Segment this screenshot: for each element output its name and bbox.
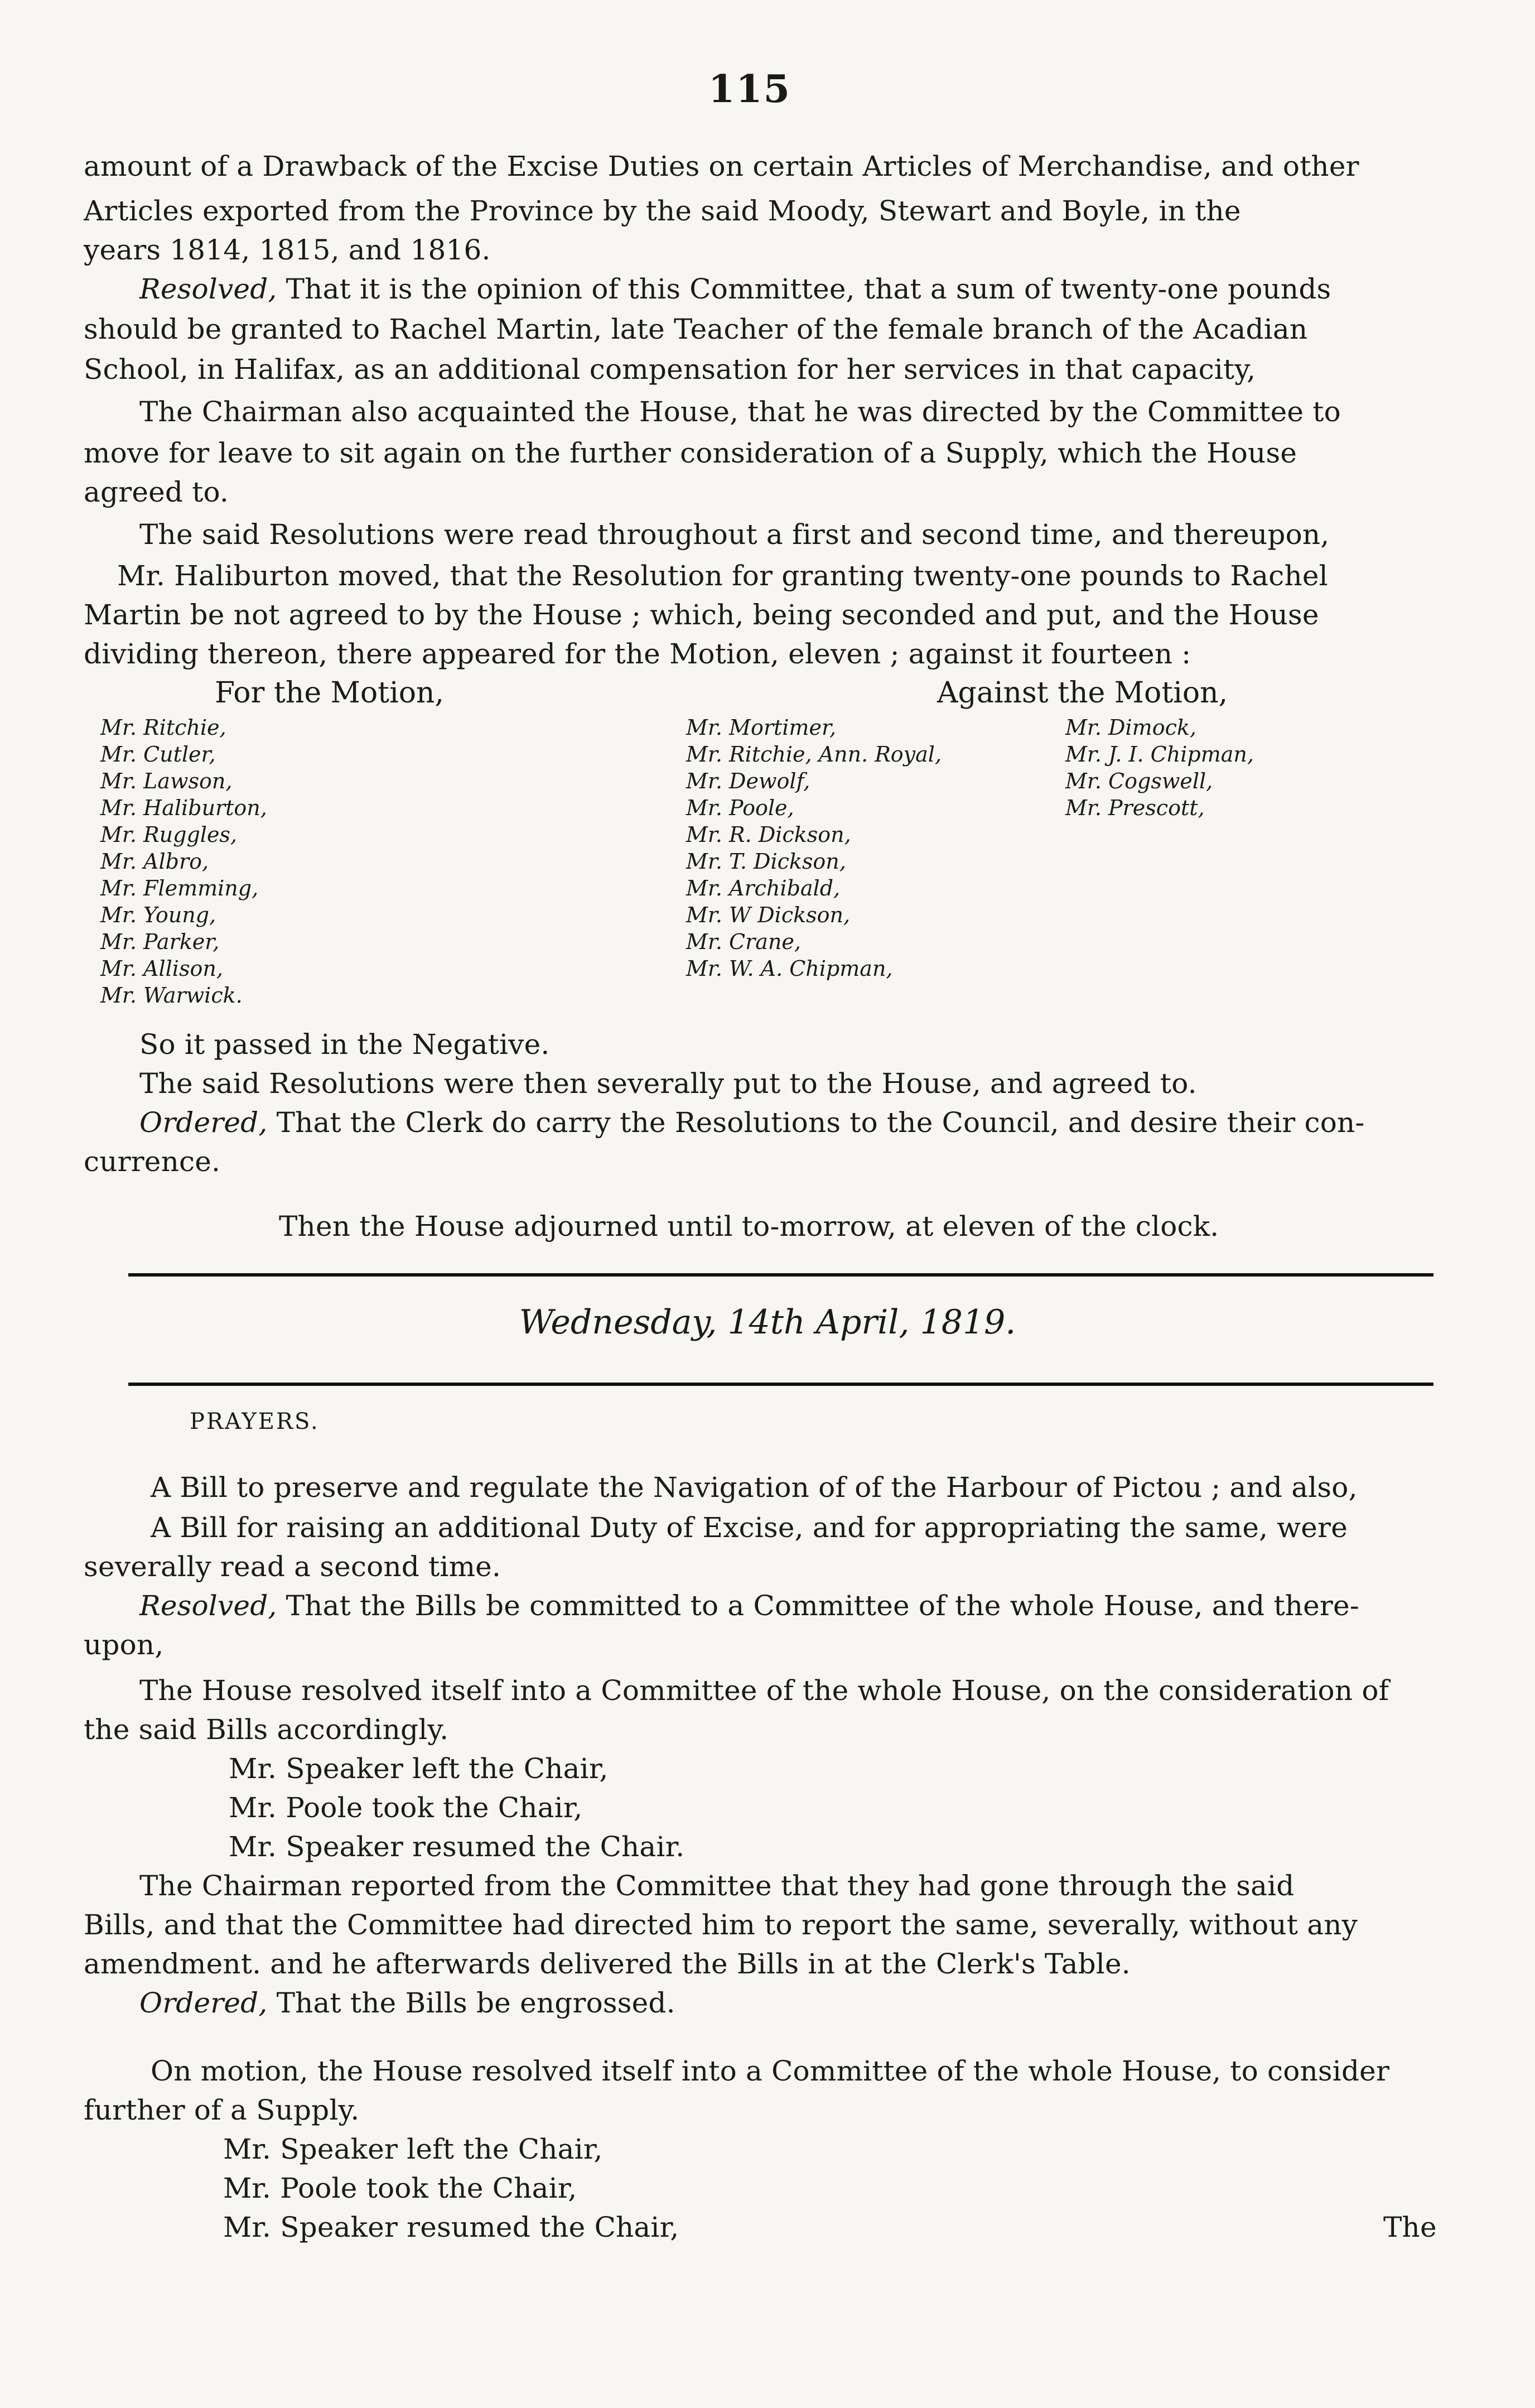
chair-line: Mr. Speaker left the Chair, (229, 1752, 609, 1785)
page-number: 115 (708, 67, 791, 112)
member-name: Mr. W Dickson, (686, 903, 851, 927)
member-name: Mr. Haliburton, (100, 796, 267, 820)
prayers-heading: PRAYERS. (190, 1409, 320, 1434)
ordered-paragraph (139, 1106, 1365, 1139)
text-line: upon, (84, 1629, 164, 1661)
text-line: The Chairman reported from the Committee that they had gone through the said (139, 1870, 1295, 1902)
text-line: Bills, and that the Committee had directed him to report the same, severally, without any (84, 1909, 1358, 1941)
text-line: severally read a second time. (84, 1550, 501, 1583)
ordered-label: Ordered, (139, 1987, 268, 2019)
ordered-text: That the Clerk do carry the Resolutions to the Council, and desire their con- (267, 1106, 1365, 1139)
chair-line: Mr. Speaker left the Chair, (223, 2133, 603, 2165)
text-line: The House resolved itself into a Committee of the whole House, on the consideration of (139, 1674, 1389, 1707)
ordered-label: Ordered, (139, 1106, 268, 1139)
resolved-label: Resolved, (139, 273, 277, 305)
member-name: Mr. Parker, (100, 930, 220, 954)
text-line: years 1814, 1815, and 1816. (84, 234, 491, 266)
text-line: On motion, the House resolved itself into a Committee of the whole House, to consider (151, 2055, 1390, 2087)
member-name: Mr. Ritchie, (100, 715, 226, 740)
text-line: The said Resolutions were read throughout a first and second time, and thereupon, (139, 518, 1330, 551)
text-line: agreed to. (84, 476, 229, 508)
member-name: Mr. T. Dickson, (686, 849, 846, 874)
member-name: Mr. Cogswell, (1065, 769, 1213, 793)
text-line: amount of a Drawback of the Excise Duties on certain Articles of Merchandise, and other (84, 150, 1359, 182)
text-line: Mr. Haliburton moved, that the Resolution for granting twenty-one pounds to Rachel (117, 560, 1328, 592)
chair-line: Mr. Poole took the Chair, (229, 1791, 583, 1824)
text-line: dividing thereon, there appeared for the Motion, eleven ; against it fourteen : (84, 638, 1191, 670)
chair-line: Mr. Speaker resumed the Chair. (229, 1831, 685, 1863)
text-line: move for leave to sit again on the further consideration of a Supply, which the House (84, 437, 1297, 469)
member-name: Mr. R. Dickson, (686, 822, 851, 847)
text-line: So it passed in the Negative. (139, 1028, 550, 1061)
member-name: Mr. Mortimer, (686, 715, 837, 740)
ordered-text: That the Bills be engrossed. (267, 1987, 675, 2019)
member-name: Mr. Prescott, (1065, 796, 1205, 820)
text-line: School, in Halifax, as an additional compensation for her services in that capacity, (84, 353, 1256, 386)
member-name: Mr. Cutler, (100, 742, 216, 767)
text-line: should be granted to Rachel Martin, late Teacher of the female branch of the Acadian (84, 313, 1308, 345)
text-line: The said Resolutions were then severally put to the House, and agreed to. (139, 1067, 1197, 1100)
member-name: Mr. Ritchie, Ann. Royal, (686, 742, 942, 767)
against-motion-heading: Against the Motion, (937, 676, 1228, 710)
member-name: Mr. Warwick. (100, 983, 243, 1008)
member-name: Mr. Crane, (686, 930, 801, 954)
catchword: The (1383, 2211, 1437, 2243)
resolved-text: That it is the opinion of this Committee, that a sum of twenty-one pounds (277, 273, 1331, 305)
resolved-paragraph (139, 1589, 1359, 1622)
member-name: Mr. Allison, (100, 956, 223, 981)
text-line: The Chairman also acquainted the House, that he was directed by the Committee to (139, 396, 1341, 428)
member-name: Mr. Dewolf, (686, 769, 810, 793)
ordered-paragraph (139, 1986, 675, 2020)
text-line: A Bill to preserve and regulate the Navigation of of the Harbour of Pictou ; and also, (151, 1471, 1358, 1504)
top-rule (128, 1273, 1433, 1277)
member-name: Mr. Ruggles, (100, 822, 238, 847)
member-name: Mr. Flemming, (100, 876, 259, 900)
text-line: currence. (84, 1145, 221, 1178)
chair-line: Mr. Poole took the Chair, (223, 2172, 577, 2204)
resolved-paragraph (139, 272, 1331, 306)
for-motion-heading: For the Motion, (215, 676, 445, 710)
member-name: Mr. Young, (100, 903, 216, 927)
chair-line: Mr. Speaker resumed the Chair, (223, 2211, 679, 2243)
text-line: Martin be not agreed to by the House ; which, being seconded and put, and the House (84, 599, 1319, 631)
adjournment-line: Then the House adjourned until to-morrow, at eleven of the clock. (279, 1210, 1219, 1242)
member-name: Mr. Poole, (686, 796, 794, 820)
member-name: Mr. W. A. Chipman, (686, 956, 893, 981)
member-name: Mr. Dimock, (1065, 715, 1196, 740)
member-name: Mr. Albro, (100, 849, 209, 874)
text-line: amendment. and he afterwards delivered the Bills in at the Clerk's Table. (84, 1948, 1131, 1980)
resolved-text: That the Bills be committed to a Committee of the whole House, and there- (277, 1590, 1359, 1622)
text-line: Articles exported from the Province by the said Moody, Stewart and Boyle, in the (84, 195, 1241, 227)
resolved-label: Resolved, (139, 1590, 277, 1622)
member-name: Mr. Archibald, (686, 876, 841, 900)
text-line: further of a Supply. (84, 2094, 360, 2126)
text-line: the said Bills accordingly. (84, 1713, 449, 1746)
bottom-rule (128, 1383, 1433, 1386)
text-line: A Bill for raising an additional Duty of Excise, and for appropriating the same, were (151, 1511, 1348, 1544)
member-name: Mr. Lawson, (100, 769, 233, 793)
member-name: Mr. J. I. Chipman, (1065, 742, 1254, 767)
day-heading: Wednesday, 14th April, 1819. (519, 1303, 1016, 1342)
